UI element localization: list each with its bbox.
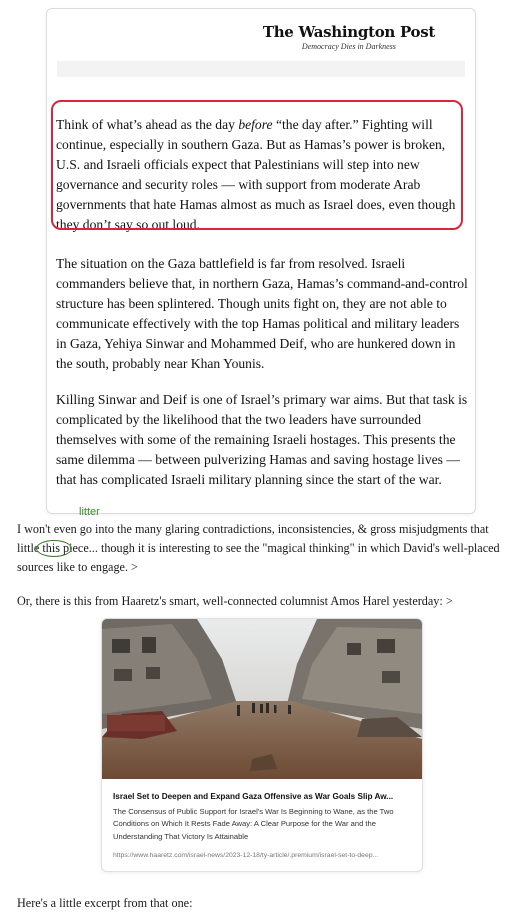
commentary-paragraph-2: Or, there is this from Haaretz's smart, well-connected columnist Amos Harel yesterday: >: [17, 594, 453, 608]
washington-post-logo: [263, 23, 435, 51]
red-highlight-annotation: [51, 100, 463, 230]
paragraph-1-start: Think of what’s ahead as the day: [56, 117, 239, 132]
commentary-1-start: I won't even go into the many glaring contradictions, inconsistencies, & gross misjudgments that: [17, 522, 489, 536]
paragraph-3-text: Killing Sinwar and Deif is one of Israel’s primary war aims. But that task is complicated by the likelihood that the two leaders have surrounded themselves with some of the remaining Israeli hostages. This presents the same dilemma — between pulverizing Hamas and saving hostage lives — that has complicated Israeli military planning since the start of the war.: [56, 392, 468, 487]
logo-tagline: Democracy Dies in Darkness: [301, 42, 396, 51]
paragraph-2-text: The situation on the Gaza battlefield is far from resolved. Israeli commanders believe that, in northern Gaza, Hamas’s command-and-control structure has been splintered. Though units fight on, they are not able to communicate effectively with the top Hamas political and military leaders in Gaza, Yehiya Sinwar and Mohammed Deif, who are hunkered down in the south, probably near Khan Younis.: [56, 256, 468, 371]
excerpt-paragraph-2: [56, 254, 468, 374]
haaretz-link-preview-card[interactable]: [101, 618, 423, 872]
handwritten-correction: litter: [79, 506, 100, 518]
washington-post-excerpt-card: [46, 8, 476, 514]
circled-word: little: [17, 541, 40, 555]
article-url[interactable]: https://www.haaretz.com/israel-news/2023-12-18/ty-article/.premium/israel-set-to-deep...: [113, 852, 379, 859]
paragraph-1-emphasis: before: [238, 117, 273, 132]
article-title[interactable]: Israel Set to Deepen and Expand Gaza Offensive as War Goals Slip Aw...: [113, 792, 394, 801]
article-description: The Consensus of Public Support for Israel's War Is Beginning to Wane, as the Two Conditions on Which It Rests Fade Away: A Clear Purpose for the War and the Understanding That Victory Is Attainable: [113, 807, 394, 841]
commentary-paragraph-3: Here's a little excerpt from that one:: [17, 896, 193, 910]
gaza-street-image: [102, 619, 422, 779]
excerpt-paragraph-3: [56, 390, 468, 490]
green-circle-annotation: [36, 540, 72, 557]
divider-bar: [57, 61, 465, 77]
paragraph-1-end: “the day after.” Fighting will continue, especially in southern Gaza. But as Hamas’s power is broken, U.S. and Israeli officials expect that Palestinians will step into new governance and security roles — with support from moderate Arab governments that hate Hamas almost as much as Israel does, even though they don’t say so out loud.: [56, 117, 456, 232]
logo-name: The Washington Post: [262, 23, 435, 41]
commentary-1-end: this piece... though it is interesting to see the "magical thinking" in which David's well-placed sources like to engage. >: [17, 541, 500, 574]
commentary-paragraph-1: [17, 520, 509, 577]
